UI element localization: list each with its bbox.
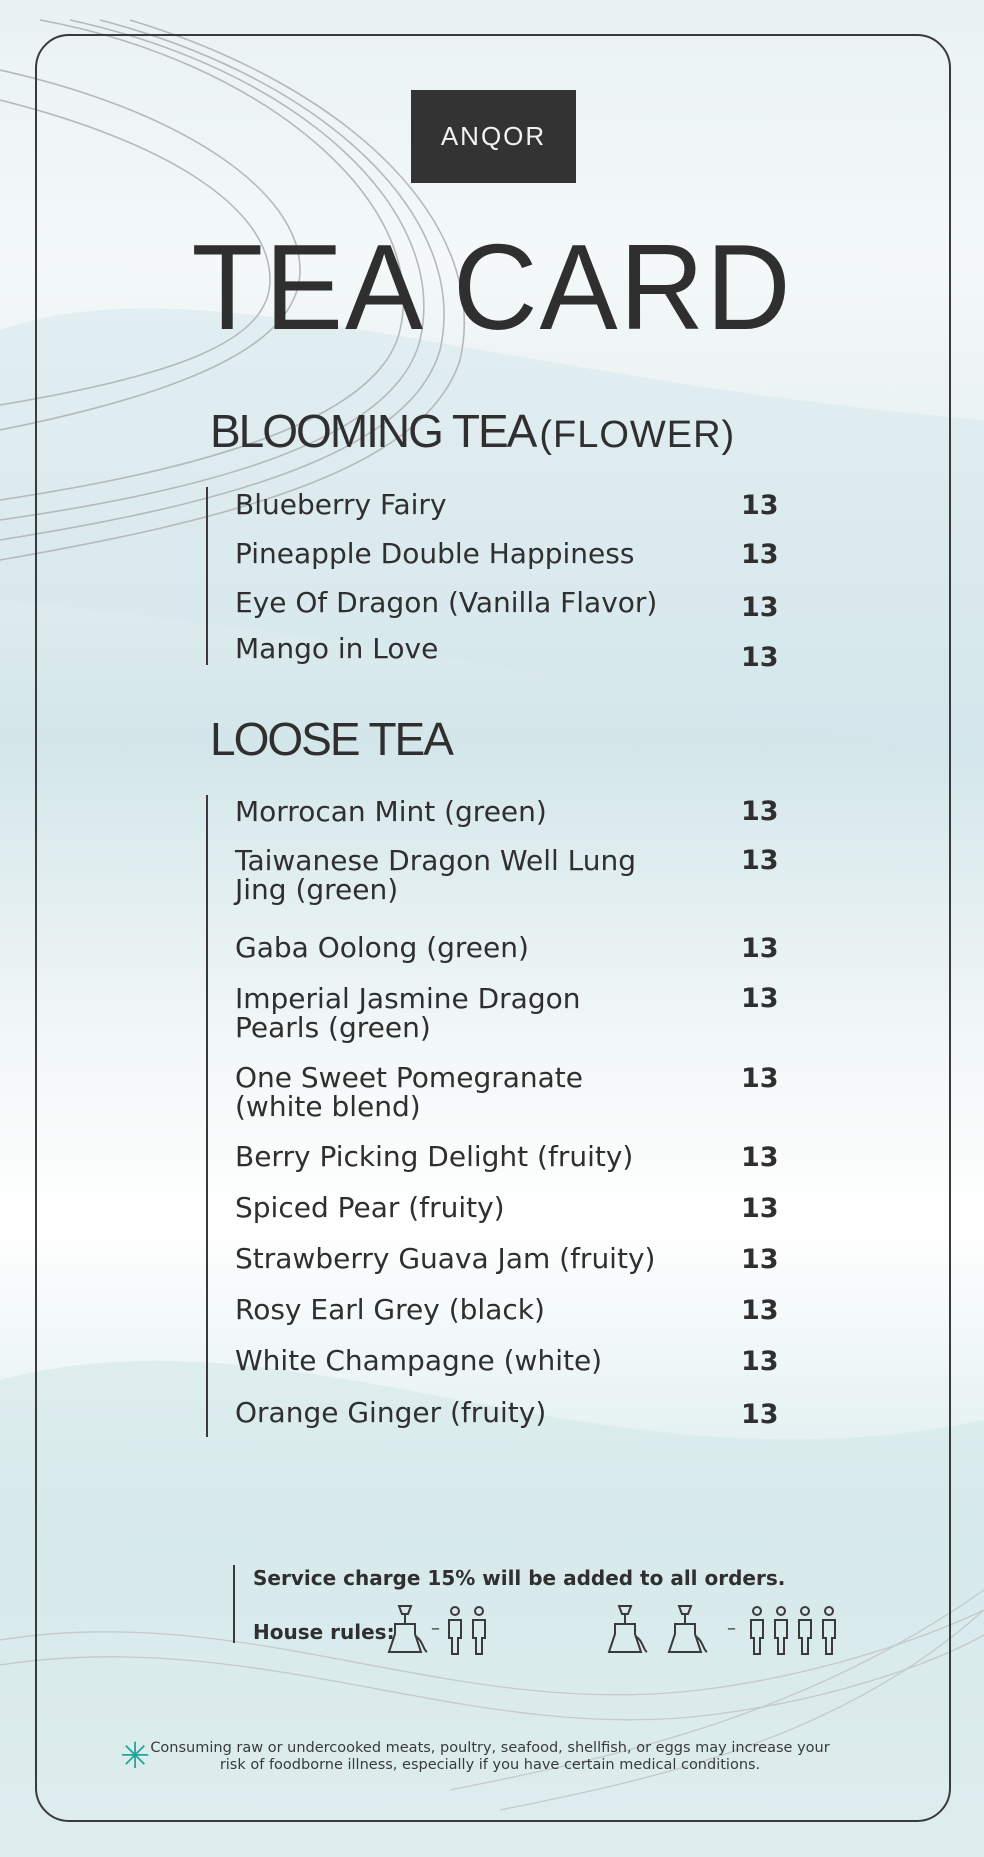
menu-item-name: Gaba Oolong (green) (235, 931, 529, 964)
menu-item-name: Taiwanese Dragon Well Lung Jing (green) (235, 844, 637, 906)
menu-item-name: Orange Ginger (fruity) (235, 1396, 547, 1429)
menu-item-name: Mango in Love (235, 632, 439, 665)
menu-item-price: 13 (741, 1399, 779, 1430)
section-subtitle: (FLOWER) (539, 414, 736, 456)
section-title: LOOSE TEA (210, 713, 452, 765)
house-rules-label: House rules: (253, 1620, 395, 1644)
menu-item-price: 13 (741, 539, 779, 570)
hookah-icon (669, 1606, 707, 1652)
person-icon (473, 1607, 485, 1654)
page-title: TEA CARD (191, 219, 793, 355)
menu-item-name: White Champagne (white) (235, 1344, 603, 1377)
menu-item-name: Pineapple Double Happiness (235, 537, 635, 570)
brand-logo (411, 90, 576, 183)
section-divider-line (206, 795, 208, 1437)
menu-item-price: 13 (741, 1063, 779, 1094)
menu-item-name: Berry Picking Delight (fruity) (235, 1140, 634, 1173)
menu-item-name: Imperial Jasmine Dragon Pearls (green) (235, 982, 581, 1044)
menu-item-price: 13 (741, 642, 779, 673)
menu-item-price: 13 (741, 592, 779, 623)
person-icon (823, 1607, 835, 1654)
menu-item-name: One Sweet Pomegranate (white blend) (235, 1061, 583, 1123)
menu-item-name: Blueberry Fairy (235, 488, 447, 521)
menu-item-price: 13 (741, 1142, 779, 1173)
menu-item-name: Strawberry Guava Jam (fruity) (235, 1242, 656, 1275)
hookah-icon (389, 1606, 427, 1652)
menu-item-price: 13 (741, 983, 779, 1014)
menu-item-price: 13 (741, 1244, 779, 1275)
menu-item-name: Eye Of Dragon (Vanilla Flavor) (235, 586, 658, 619)
brand-logo-text: ANQOR (440, 121, 547, 151)
menu-item-price: 13 (741, 1295, 779, 1326)
svg-text:–: – (431, 1618, 440, 1639)
hookah-icon (609, 1606, 647, 1652)
service-charge-note: Service charge 15% will be added to all orders. (253, 1566, 786, 1590)
person-icon (449, 1607, 461, 1654)
menu-item-name: Rosy Earl Grey (black) (235, 1293, 545, 1326)
menu-item-name: Morrocan Mint (green) (235, 795, 547, 828)
svg-text:–: – (727, 1618, 736, 1639)
menu-item-price: 13 (741, 796, 779, 827)
person-icon (751, 1607, 763, 1654)
food-safety-disclaimer: Consuming raw or undercooked meats, poultry, seafood, shellfish, or eggs may increase your risk of foodborne illness, especially if you have certain medical conditions. (150, 1740, 830, 1773)
menu-item-price: 13 (741, 490, 779, 521)
menu-item-price: 13 (741, 1346, 779, 1377)
house-rules-icons (385, 1598, 865, 1662)
asterisk-icon: ✳ (120, 1736, 151, 1777)
menu-item-price: 13 (741, 933, 779, 964)
menu-item-price: 13 (741, 845, 779, 876)
section-divider-line (206, 487, 208, 665)
person-icon (799, 1607, 811, 1654)
section-heading-loose-tea (210, 712, 452, 766)
footer-divider-line (233, 1565, 235, 1643)
menu-item-name: Spiced Pear (fruity) (235, 1191, 505, 1224)
section-heading-blooming-tea (210, 404, 735, 458)
person-icon (775, 1607, 787, 1654)
section-title: BLOOMING TEA (210, 405, 536, 457)
menu-item-price: 13 (741, 1193, 779, 1224)
